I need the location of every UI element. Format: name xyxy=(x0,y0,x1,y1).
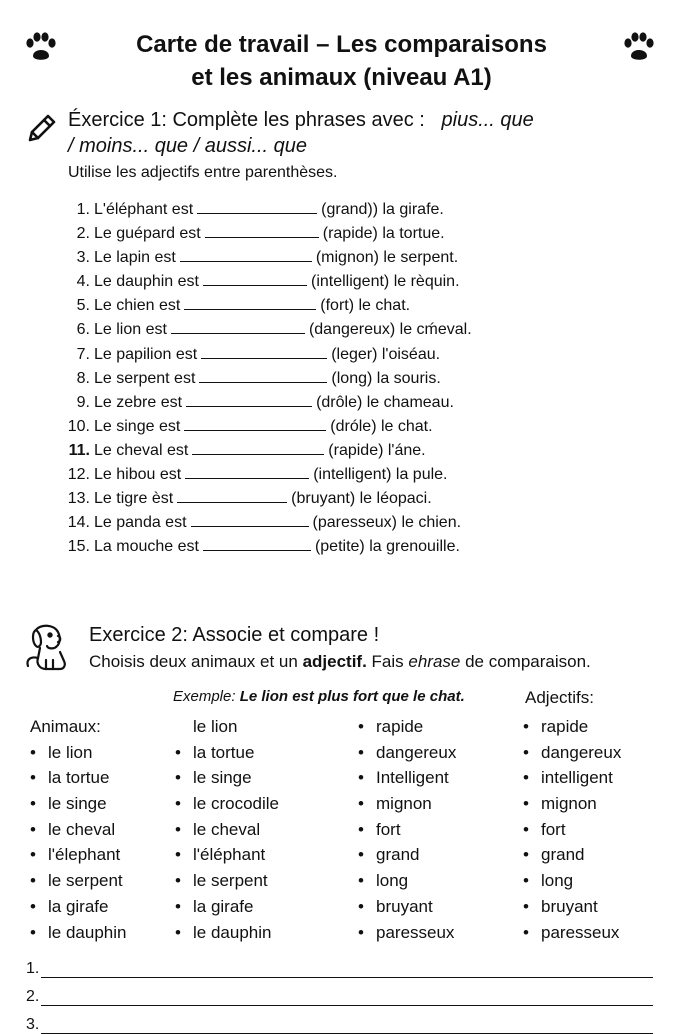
list-item-text: paresseux xyxy=(376,922,455,942)
example-label: Exemple: xyxy=(173,688,236,705)
list-item: • le singe xyxy=(30,794,107,814)
sentence-subject: Le serpent est xyxy=(94,369,196,387)
sentence-number: 9. xyxy=(76,393,90,411)
sentence-rest: (drôle) le chameau. xyxy=(316,393,454,411)
list-item-text: grand xyxy=(541,845,585,865)
sentence-number: 8. xyxy=(76,369,90,387)
exercise-1-heading-text: Éxercice 1: Complète les phrases avec : xyxy=(68,109,425,131)
sentence-number: 3. xyxy=(76,249,90,267)
instruction-text: Fais xyxy=(366,652,409,671)
sentence-item xyxy=(56,246,472,270)
list-item-text: fort xyxy=(541,819,566,839)
list-item: • la girafe xyxy=(175,896,254,916)
answer-line xyxy=(26,1016,653,1034)
answer-blank[interactable] xyxy=(180,246,312,262)
sentence-number: 1. xyxy=(76,201,90,218)
list-item: • intelligent xyxy=(523,768,613,788)
list-item: • mignon xyxy=(358,794,432,814)
list-item-text: bruyant xyxy=(541,896,598,916)
sentence-item xyxy=(56,318,472,342)
animals-list-1 xyxy=(30,714,126,945)
list-item-text: Intelligent xyxy=(376,768,449,788)
answer-field[interactable] xyxy=(41,991,653,1006)
list-item-text: intelligent xyxy=(541,768,613,788)
list-item: • le serpent xyxy=(30,871,123,891)
exercise-1-instruction: Utilise les adjectifs entre parenthèses. xyxy=(68,164,338,181)
list-item: • long xyxy=(523,871,574,891)
sentence-number: 12. xyxy=(67,466,90,484)
sentence-subject: Le guépard est xyxy=(94,225,201,243)
sentence-subject: Le panda est xyxy=(94,514,187,532)
exercise-1-heading xyxy=(68,107,648,159)
sentence-item xyxy=(56,511,472,535)
adjectives-list-2 xyxy=(523,714,621,945)
sentence-rest: (fort) le chat. xyxy=(320,297,411,315)
answer-blank[interactable] xyxy=(184,415,326,431)
list-item: • dangereux xyxy=(358,742,457,762)
list-item-text: l'élephant xyxy=(48,845,121,865)
sentence-number: 6. xyxy=(76,321,90,339)
list-item-text: dangereux xyxy=(376,742,457,762)
list-item-text: fort xyxy=(376,819,401,839)
list-item: • le singe xyxy=(175,768,252,788)
sentence-subject: Le singe est xyxy=(94,417,181,435)
sentence-item xyxy=(56,343,472,367)
list-item: • le serpent xyxy=(175,871,268,891)
sentence-subject: Le lion est xyxy=(94,321,167,339)
list-item-text: le serpent xyxy=(193,871,268,891)
sentence-item xyxy=(56,367,472,391)
list-item-text: la tortue xyxy=(48,768,110,788)
answer-number: 3. xyxy=(26,1016,40,1033)
sentence-item xyxy=(56,463,472,487)
list-item: • grand xyxy=(358,845,420,865)
list-item: • le cheval xyxy=(30,819,116,839)
list-item-text: le serpent xyxy=(48,871,123,891)
list-item-text: la girafe xyxy=(48,896,109,916)
answer-blank[interactable] xyxy=(203,535,311,551)
answer-blank[interactable] xyxy=(192,439,324,455)
sentence-rest: (leger) l'oiséau. xyxy=(331,345,441,363)
list-item: • la girafe xyxy=(30,896,109,916)
list-item-text: paresseux xyxy=(541,922,620,942)
sentence-number: 10. xyxy=(67,417,90,435)
answer-number: 2. xyxy=(26,988,40,1005)
title-line-2: et les animaux (niveau A1) xyxy=(191,64,492,91)
title-line-1: Carte de travail – Les comparaisons xyxy=(136,31,547,58)
sentence-number: 15. xyxy=(67,538,90,556)
sentence-number: 14. xyxy=(67,514,90,532)
sentence-item xyxy=(56,439,472,463)
list-item-text: rapide xyxy=(541,717,589,736)
list-item-text: dangereux xyxy=(541,742,622,762)
list-item-text: le singe xyxy=(48,794,107,814)
answer-field[interactable] xyxy=(41,1019,653,1034)
worksheet-title xyxy=(0,28,683,94)
instruction-text: de comparaison. xyxy=(460,652,591,671)
list-item-text: le singe xyxy=(193,768,252,788)
list-item: • mignon xyxy=(523,794,597,814)
list-item: • l'élephant xyxy=(30,845,121,865)
list-item-text: le crocodile xyxy=(193,794,279,814)
adjectives-header: Adjectifs: xyxy=(525,688,594,707)
list-item-text: la girafe xyxy=(193,896,254,916)
sentence-subject: L'éléphant est xyxy=(94,201,194,218)
answer-blank[interactable] xyxy=(171,318,305,334)
list-item: • le dauphin xyxy=(175,922,272,942)
sentence-subject: Le hibou est xyxy=(94,466,182,484)
sentence-rest: (bruyant) le léopaci. xyxy=(291,490,432,508)
list-item-text: le lion xyxy=(48,742,93,762)
answer-blank[interactable] xyxy=(199,367,327,383)
list-item: • le lion xyxy=(30,742,93,762)
sentence-item xyxy=(56,294,472,318)
sentence-subject: Le papilion est xyxy=(94,345,198,363)
sentence-number: 11. xyxy=(68,441,90,459)
sentence-number: 2. xyxy=(76,225,90,243)
sentence-rest: (dróle) le chat. xyxy=(330,417,433,435)
list-item: • bruyant xyxy=(523,896,598,916)
list-item: • la tortue xyxy=(175,742,255,762)
list-item: • l'éléphant xyxy=(175,845,266,865)
sentence-number: 7. xyxy=(76,345,90,363)
list-item-text: le cheval xyxy=(48,819,116,839)
list-item: • fort xyxy=(358,819,401,839)
answer-field[interactable] xyxy=(41,963,653,978)
sentence-subject: Le chien est xyxy=(94,297,181,315)
sentence-rest: (mignon) le serpent. xyxy=(315,249,459,267)
sentence-rest: (paresseux) le chien. xyxy=(312,514,462,532)
list-item: • fort xyxy=(523,819,566,839)
list-item-text: le cheval xyxy=(193,819,261,839)
instruction-text: Choisis deux animaux et un xyxy=(89,652,303,671)
list-item: • le cheval xyxy=(175,819,261,839)
sentence-subject: Le tigre èst xyxy=(94,490,174,508)
list-item: • long xyxy=(358,871,409,891)
sentence-item xyxy=(56,222,472,246)
sentence-number: 13. xyxy=(67,490,90,508)
list-item-text: bruyant xyxy=(376,896,433,916)
answer-blank[interactable] xyxy=(185,463,309,479)
sentence-item xyxy=(56,391,472,415)
answer-blank[interactable] xyxy=(177,487,287,503)
sentence-subject: Le cheval est xyxy=(94,441,189,459)
sentence-item xyxy=(56,270,472,294)
list-item-text: long xyxy=(376,871,409,891)
list-item: • dangereux xyxy=(523,742,622,762)
sentence-rest: (rapide) la tortue. xyxy=(322,225,445,243)
list-item-text: le lion xyxy=(193,717,238,736)
sentence-rest: (intelligent) la pule. xyxy=(313,466,448,484)
instruction-bold: adjectif. xyxy=(302,652,367,671)
list-item: • bruyant xyxy=(358,896,433,916)
dog-icon xyxy=(20,622,74,672)
exercise-1-options-cont: / moins... que / aussi... que xyxy=(68,135,308,157)
answer-number: 1. xyxy=(26,960,40,977)
list-item-text: le dauphin xyxy=(48,922,127,942)
answer-blank[interactable] xyxy=(205,222,319,238)
list-item-text: rapide xyxy=(376,717,424,736)
list-item: • Intelligent xyxy=(358,768,449,788)
exercise-1-options: pius... que xyxy=(441,109,534,131)
sentence-item xyxy=(56,198,472,222)
example-sentence: Le lion est plus fort que le chat. xyxy=(239,688,465,705)
list-item-text: le dauphin xyxy=(193,922,272,942)
list-item: • rapide xyxy=(523,717,589,736)
adjectives-list-1 xyxy=(358,714,456,945)
animals-list-2 xyxy=(175,714,279,945)
sentence-number: 4. xyxy=(76,273,90,291)
sentence-item xyxy=(56,487,472,511)
answer-blank[interactable] xyxy=(197,198,317,214)
answer-blank[interactable] xyxy=(184,294,316,310)
sentence-rest: (rapide) l'áne. xyxy=(328,441,426,459)
sentence-item xyxy=(56,535,472,559)
list-item-text: la tortue xyxy=(193,742,255,762)
list-item: • paresseux xyxy=(358,922,455,942)
sentence-list xyxy=(56,198,472,559)
list-item-text: l'éléphant xyxy=(193,845,266,865)
sentence-rest: (grand)) la girafe. xyxy=(321,201,444,218)
sentence-rest: (long) la souris. xyxy=(331,369,441,387)
exercise-2-heading: Exercice 2: Associe et compare ! xyxy=(89,624,380,646)
list-item-text: grand xyxy=(376,845,420,865)
list-item: • la tortue xyxy=(30,768,110,788)
list-item: • rapide xyxy=(358,717,424,736)
answer-line xyxy=(26,960,653,978)
exercise-2-instruction xyxy=(89,651,591,673)
list-item-text: mignon xyxy=(376,794,432,814)
answer-blank[interactable] xyxy=(186,391,312,407)
answer-blank[interactable] xyxy=(191,511,309,527)
list-item: • paresseux xyxy=(523,922,620,942)
answer-blank[interactable] xyxy=(203,270,307,286)
sentence-number: 5. xyxy=(76,297,90,315)
answer-blank[interactable] xyxy=(201,343,327,359)
answer-line xyxy=(26,988,653,1006)
list-item-text: mignon xyxy=(541,794,597,814)
sentence-rest: (intelligent) le rèquin. xyxy=(310,273,460,291)
sentence-subject: Le zebre est xyxy=(94,393,183,411)
sentence-rest: (petite) la grenouille. xyxy=(314,538,460,556)
animals-header: Animaux: xyxy=(30,717,101,736)
list-item-text: long xyxy=(541,871,574,891)
sentence-subject: Le lapin est xyxy=(94,249,176,267)
list-item: • le crocodile xyxy=(175,794,279,814)
sentence-rest: (dangereux) le cḿeval. xyxy=(308,321,472,339)
list-item: • grand xyxy=(523,845,585,865)
example-line xyxy=(173,688,465,705)
sentence-subject: Le dauphin est xyxy=(94,273,199,291)
list-item: • le dauphin xyxy=(30,922,127,942)
sentence-item xyxy=(56,415,472,439)
pencil-icon xyxy=(24,110,60,146)
sentence-subject: La mouche est xyxy=(94,538,199,556)
instruction-italic: ehrase xyxy=(408,652,461,671)
